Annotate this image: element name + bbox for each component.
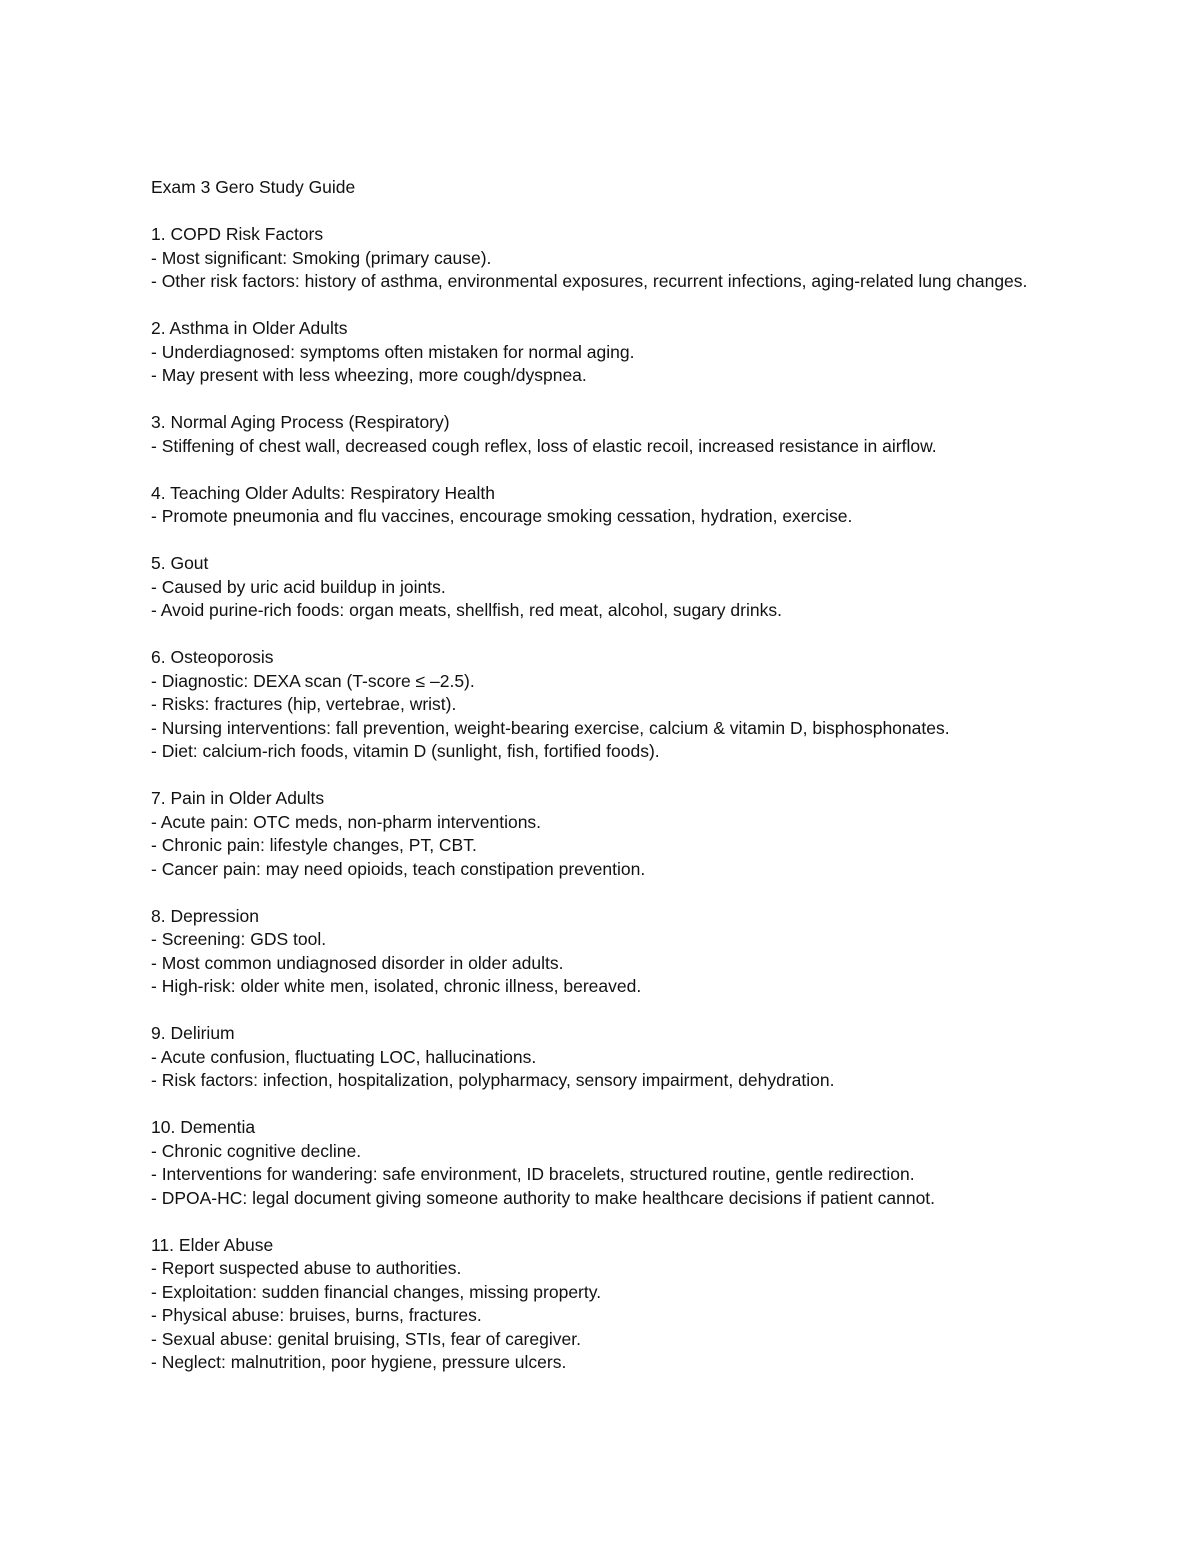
section xyxy=(151,552,1071,623)
section xyxy=(151,411,1071,458)
section-heading: 1. COPD Risk Factors xyxy=(151,224,324,244)
bullet-line: - Acute pain: OTC meds, non-pharm interventions. xyxy=(151,811,542,832)
section xyxy=(151,317,1071,388)
section-heading: 6. Osteoporosis xyxy=(151,647,274,667)
section xyxy=(151,1234,1071,1375)
bullet-line: - May present with less wheezing, more cough/dyspnea. xyxy=(151,365,587,385)
bullet-line: - Physical abuse: bruises, burns, fractures. xyxy=(151,1305,482,1325)
bullet-line: - Report suspected abuse to authorities. xyxy=(151,1258,462,1278)
section xyxy=(151,1022,1071,1093)
bullet-line: - Diet: calcium-rich foods, vitamin D (sunlight, fish, fortified foods). xyxy=(151,741,660,761)
bullet-line: - DPOA-HC: legal document giving someone authority to make healthcare decisions if patient cannot. xyxy=(151,1187,936,1208)
section xyxy=(151,1116,1071,1210)
section-heading: 8. Depression xyxy=(151,905,259,926)
bullet-line: - Nursing interventions: fall prevention, weight-bearing exercise, calcium & vitamin D, bisphosphonates. xyxy=(151,717,950,738)
section-heading: 11. Elder Abuse xyxy=(151,1234,274,1255)
bullet-line: - Interventions for wandering: safe environment, ID bracelets, structured routine, gentle redirection. xyxy=(151,1164,915,1184)
section-heading: 5. Gout xyxy=(151,553,209,573)
bullet-line: - Other risk factors: history of asthma, environmental exposures, recurrent infections, aging-related lung changes. xyxy=(151,271,1028,291)
bullet-line: - Chronic pain: lifestyle changes, PT, CBT. xyxy=(151,835,477,855)
bullet-line: - Cancer pain: may need opioids, teach constipation prevention. xyxy=(151,858,646,879)
bullet-line: - Diagnostic: DEXA scan (T-score ≤ –2.5). xyxy=(151,670,475,691)
bullet-line: - Avoid purine-rich foods: organ meats, shellfish, red meat, alcohol, sugary drinks. xyxy=(151,600,782,620)
bullet-line: - Screening: GDS tool. xyxy=(151,929,327,949)
bullet-line: - Risks: fractures (hip, vertebrae, wrist). xyxy=(151,694,457,714)
section xyxy=(151,905,1071,999)
bullet-line: - Risk factors: infection, hospitalization, polypharmacy, sensory impairment, dehydration. xyxy=(151,1070,835,1090)
bullet-line: - Stiffening of chest wall, decreased cough reflex, loss of elastic recoil, increased resistance in airflow. xyxy=(151,435,937,456)
bullet-line: - Chronic cognitive decline. xyxy=(151,1140,362,1161)
bullet-line: - Caused by uric acid buildup in joints. xyxy=(151,576,446,597)
bullet-line: - Most common undiagnosed disorder in older adults. xyxy=(151,952,564,973)
section-heading: 3. Normal Aging Process (Respiratory) xyxy=(151,412,450,432)
sections-container xyxy=(151,223,1071,1375)
bullet-line: - Exploitation: sudden financial changes, missing property. xyxy=(151,1281,602,1302)
document-page xyxy=(151,176,1071,1398)
section xyxy=(151,787,1071,881)
section xyxy=(151,482,1071,529)
section xyxy=(151,646,1071,764)
section-heading: 10. Dementia xyxy=(151,1117,256,1137)
section-heading: 7. Pain in Older Adults xyxy=(151,788,325,808)
section-heading: 9. Delirium xyxy=(151,1023,235,1043)
bullet-line: - High-risk: older white men, isolated, chronic illness, bereaved. xyxy=(151,976,642,996)
section-heading: 4. Teaching Older Adults: Respiratory Health xyxy=(151,482,496,503)
section-heading: 2. Asthma in Older Adults xyxy=(151,318,348,338)
bullet-line: - Sexual abuse: genital bruising, STIs, fear of caregiver. xyxy=(151,1328,581,1349)
bullet-line: - Neglect: malnutrition, poor hygiene, pressure ulcers. xyxy=(151,1352,567,1372)
bullet-line: - Most significant: Smoking (primary cause). xyxy=(151,247,492,268)
bullet-line: - Underdiagnosed: symptoms often mistaken for normal aging. xyxy=(151,341,635,362)
bullet-line: - Acute confusion, fluctuating LOC, hallucinations. xyxy=(151,1046,537,1067)
bullet-line: - Promote pneumonia and flu vaccines, encourage smoking cessation, hydration, exercise. xyxy=(151,506,853,526)
section xyxy=(151,223,1071,294)
document-title: Exam 3 Gero Study Guide xyxy=(151,177,356,197)
